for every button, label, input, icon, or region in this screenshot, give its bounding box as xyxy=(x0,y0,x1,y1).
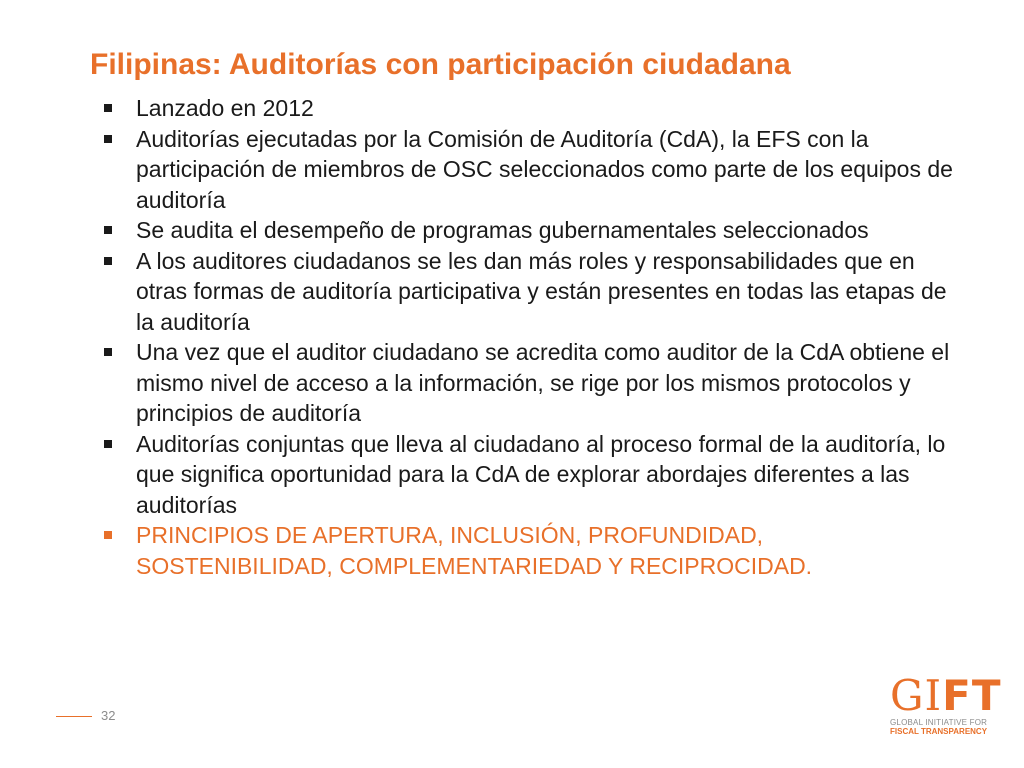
footer-divider xyxy=(56,716,92,717)
bullet-item xyxy=(100,93,960,124)
bullet-item xyxy=(100,246,960,338)
slide-title: Filipinas: Auditorías con participación ciudadana xyxy=(90,48,791,81)
bullet-item-principles xyxy=(100,520,960,581)
logo-mark xyxy=(890,671,1002,720)
bullet-text: Auditorías ejecutadas por la Comisión de Auditoría (CdA), la EFS con la participación de miembros de OSC seleccionados como parte de los equipos de auditoría xyxy=(136,125,953,213)
bullet-item xyxy=(100,215,960,246)
square-bullet-icon xyxy=(104,104,112,112)
logo-subtitle-line2: FISCAL TRANSPARENCY xyxy=(890,727,988,736)
square-bullet-icon xyxy=(104,440,112,448)
bullet-text: Se audita el desempeño de programas gubernamentales seleccionados xyxy=(136,217,869,243)
bullet-text: A los auditores ciudadanos se les dan más roles y responsabilidades que en otras formas de auditoría participativa y están presentes en todas las etapas de la auditoría xyxy=(136,247,947,335)
square-bullet-icon xyxy=(104,348,112,356)
page-number: 32 xyxy=(101,708,116,723)
bullet-text: Una vez que el auditor ciudadano se acredita como auditor de la CdA obtiene el mismo nivel de acceso a la información, se rige por los mismos protocolos y principios de auditoría xyxy=(136,339,950,426)
bullet-item xyxy=(100,429,960,521)
bullet-text: PRINCIPIOS DE APERTURA, INCLUSIÓN, PROFUNDIDAD, SOSTENIBILIDAD, COMPLEMENTARIEDAD Y RECIPROCIDAD. xyxy=(136,522,813,579)
logo-mark-right: FT xyxy=(942,671,1002,720)
square-bullet-icon xyxy=(104,226,112,234)
bullet-text: Auditorías conjuntas que lleva al ciudadano al proceso formal de la auditoría, lo que significa oportunidad para la CdA de explorar abordajes diferentes a las auditorías xyxy=(136,430,946,518)
square-bullet-icon xyxy=(104,257,112,265)
square-bullet-icon xyxy=(104,531,112,539)
bullet-item xyxy=(100,124,960,216)
bullet-text: Lanzado en 2012 xyxy=(136,95,314,121)
gift-logo xyxy=(890,671,1002,736)
square-bullet-icon xyxy=(104,135,112,143)
logo-mark-left: GI xyxy=(890,671,943,720)
bullet-list xyxy=(100,93,960,581)
logo-subtitle-line1: GLOBAL INITIATIVE FOR xyxy=(890,718,988,727)
bullet-item xyxy=(100,337,960,429)
